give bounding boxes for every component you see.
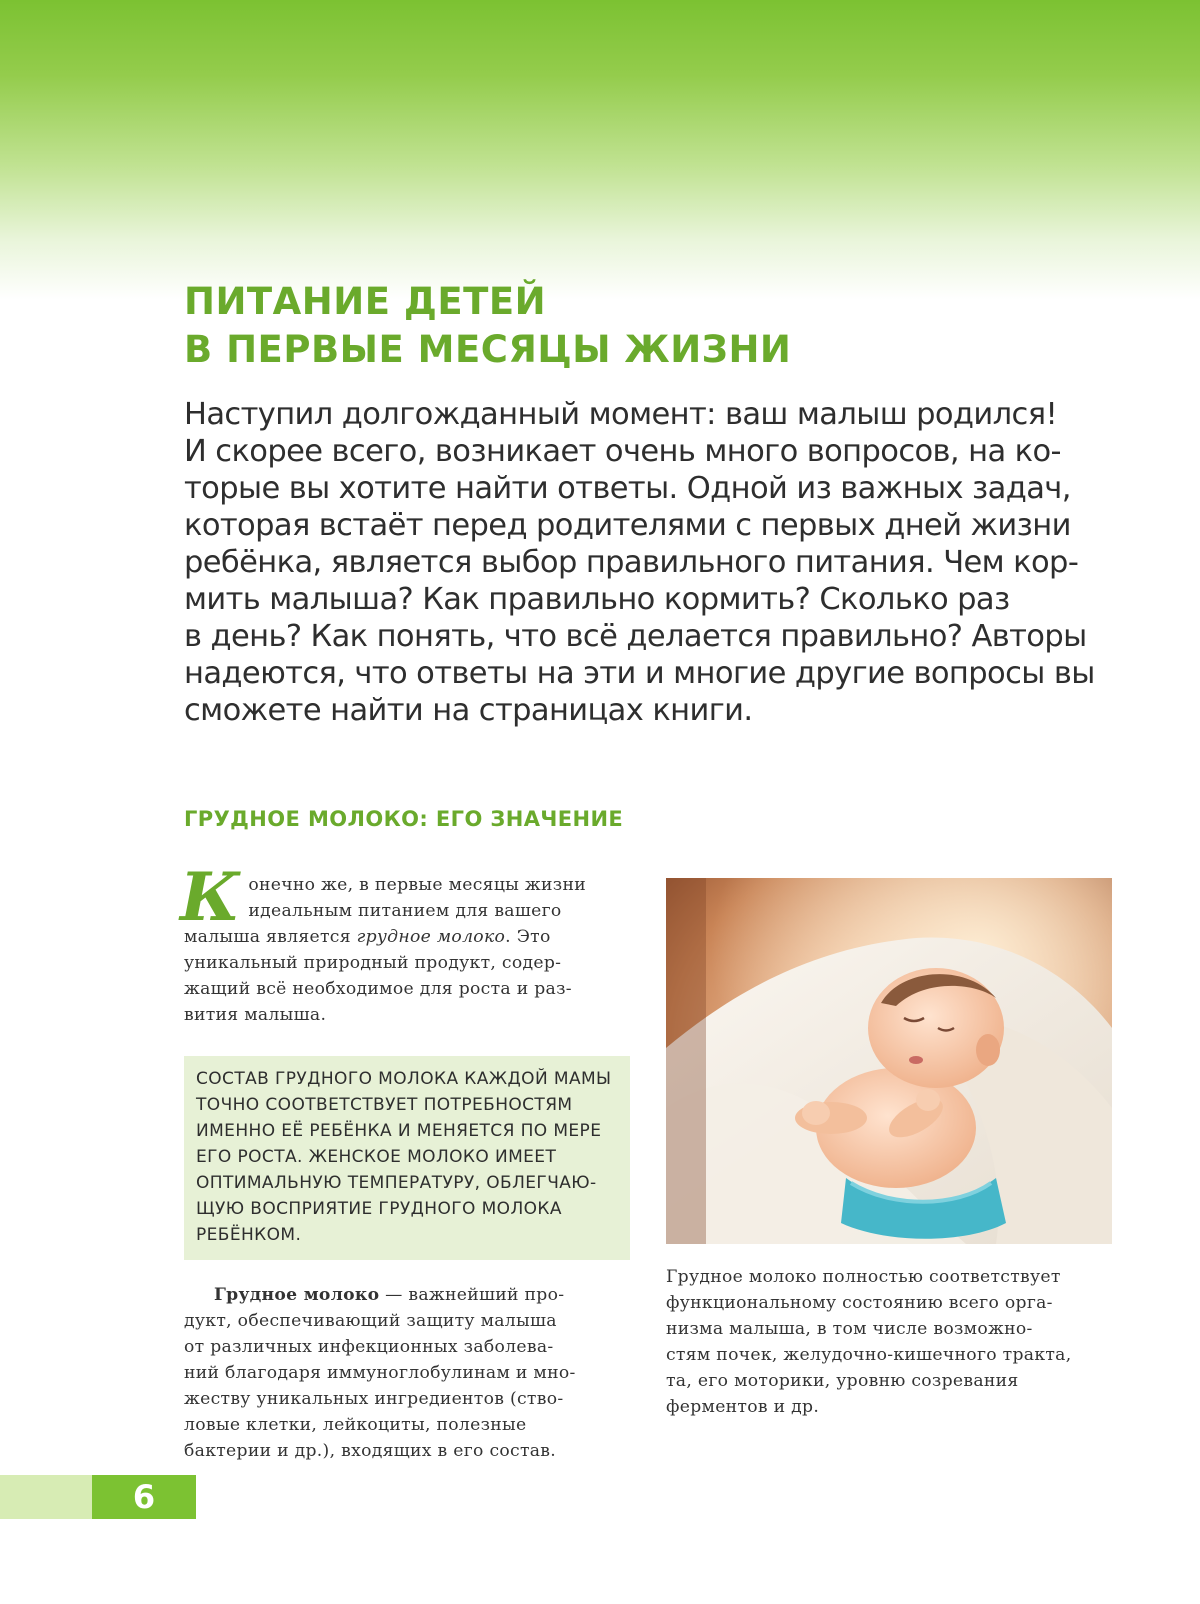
highlight-line: ЩУЮ ВОСПРИЯТИЕ ГРУДНОГО МОЛОКА	[196, 1199, 562, 1219]
highlight-line: РЕБЁНКОМ.	[196, 1225, 302, 1245]
paragraph-line: ний благодаря иммуноглобулинам и мно-	[184, 1363, 576, 1383]
photo-caption	[666, 1264, 1112, 1420]
intro-line: надеются, что ответы на эти и многие другие вопросы вы	[184, 656, 1095, 691]
paragraph-line: онечно же, в первые месяцы жизни	[248, 875, 586, 895]
highlight-line: ЕГО РОСТА. ЖЕНСКОЕ МОЛОКО ИМЕЕТ	[196, 1147, 557, 1167]
intro-paragraph	[184, 396, 1114, 729]
caption-line: функциональному состоянию всего орга-	[666, 1293, 1053, 1313]
section-title: ГРУДНОЕ МОЛОКО: ЕГО ЗНАЧЕНИЕ	[184, 807, 624, 831]
highlight-line: ТОЧНО СООТВЕТСТВУЕТ ПОТРЕБНОСТЯМ	[196, 1095, 573, 1115]
page-title	[184, 278, 1084, 374]
caption-line: стям почек, желудочно-кишечного тракта,	[666, 1345, 1072, 1365]
page-title-line: ПИТАНИЕ ДЕТЕЙ	[184, 280, 547, 323]
page-number: 6	[92, 1475, 196, 1519]
intro-line: Наступил долгожданный момент: ваш малыш родился!	[184, 397, 1058, 432]
paragraph-line	[184, 924, 630, 950]
left-column	[180, 858, 630, 1464]
intro-line: которая встаёт перед родителями с первых дней жизни	[184, 508, 1071, 543]
intro-line: сможете найти на страницах книги.	[184, 693, 753, 728]
text-run: — важнейший про-	[379, 1285, 565, 1305]
drop-cap: К	[180, 858, 241, 936]
highlight-box	[184, 1056, 630, 1260]
highlight-line: СОСТАВ ГРУДНОГО МОЛОКА КАЖДОЙ МАМЫ	[196, 1069, 612, 1089]
paragraph-line	[184, 1282, 630, 1308]
highlight-line: ОПТИМАЛЬНУЮ ТЕМПЕРАТУРУ, ОБЛЕГЧАЮ-	[196, 1173, 597, 1193]
text-run: . Это	[505, 927, 551, 947]
first-paragraph	[180, 858, 630, 1028]
baby-photo	[666, 878, 1112, 1244]
caption-line: низма малыша, в том числе возможно-	[666, 1319, 1033, 1339]
caption-line: Грудное молоко полностью соответствует	[666, 1267, 1061, 1287]
intro-line: И скорее всего, возникает очень много вопросов, на ко-	[184, 434, 1061, 469]
intro-line: торые вы хотите найти ответы. Одной из важных задач,	[184, 471, 1071, 506]
paragraph-line: ловые клетки, лейкоциты, полезные	[184, 1415, 527, 1435]
paragraph-line: бактерии и др.), входящих в его состав.	[184, 1441, 557, 1461]
intro-line: ребёнка, является выбор правильного питания. Чем кор-	[184, 545, 1079, 580]
caption-line: та, его моторики, уровню созревания	[666, 1371, 1019, 1391]
paragraph-line: жеству уникальных ингредиентов (ство-	[184, 1389, 564, 1409]
highlight-line: ИМЕННО ЕЁ РЕБЁНКА И МЕНЯЕТСЯ ПО МЕРЕ	[196, 1121, 602, 1141]
intro-line: мить малыша? Как правильно кормить? Сколько раз	[184, 582, 1010, 617]
paragraph-line: жащий всё необходимое для роста и раз-	[184, 979, 572, 999]
paragraph-line: идеальным питанием для вашего	[248, 901, 562, 921]
baby-photo-illustration	[666, 878, 1112, 1244]
paragraph-line: дукт, обеспечивающий защиту малыша	[184, 1311, 557, 1331]
paragraph-line: от различных инфекционных заболева-	[184, 1337, 554, 1357]
italic-term: грудное молоко	[356, 927, 506, 947]
header-gradient	[0, 0, 1200, 300]
highlight-text	[196, 1066, 618, 1248]
page-title-line: В ПЕРВЫЕ МЕСЯЦЫ ЖИЗНИ	[184, 328, 792, 371]
caption-line: ферментов и др.	[666, 1397, 820, 1417]
paragraph-line: вития малыша.	[184, 1005, 327, 1025]
paragraph-line: уникальный природный продукт, содер-	[184, 953, 562, 973]
intro-line: в день? Как понять, что всё делается правильно? Авторы	[184, 619, 1087, 654]
text-run: малыша является	[184, 927, 357, 947]
bold-term: Грудное молоко	[214, 1285, 380, 1305]
second-paragraph	[184, 1282, 630, 1464]
footer-bar	[0, 1475, 92, 1519]
